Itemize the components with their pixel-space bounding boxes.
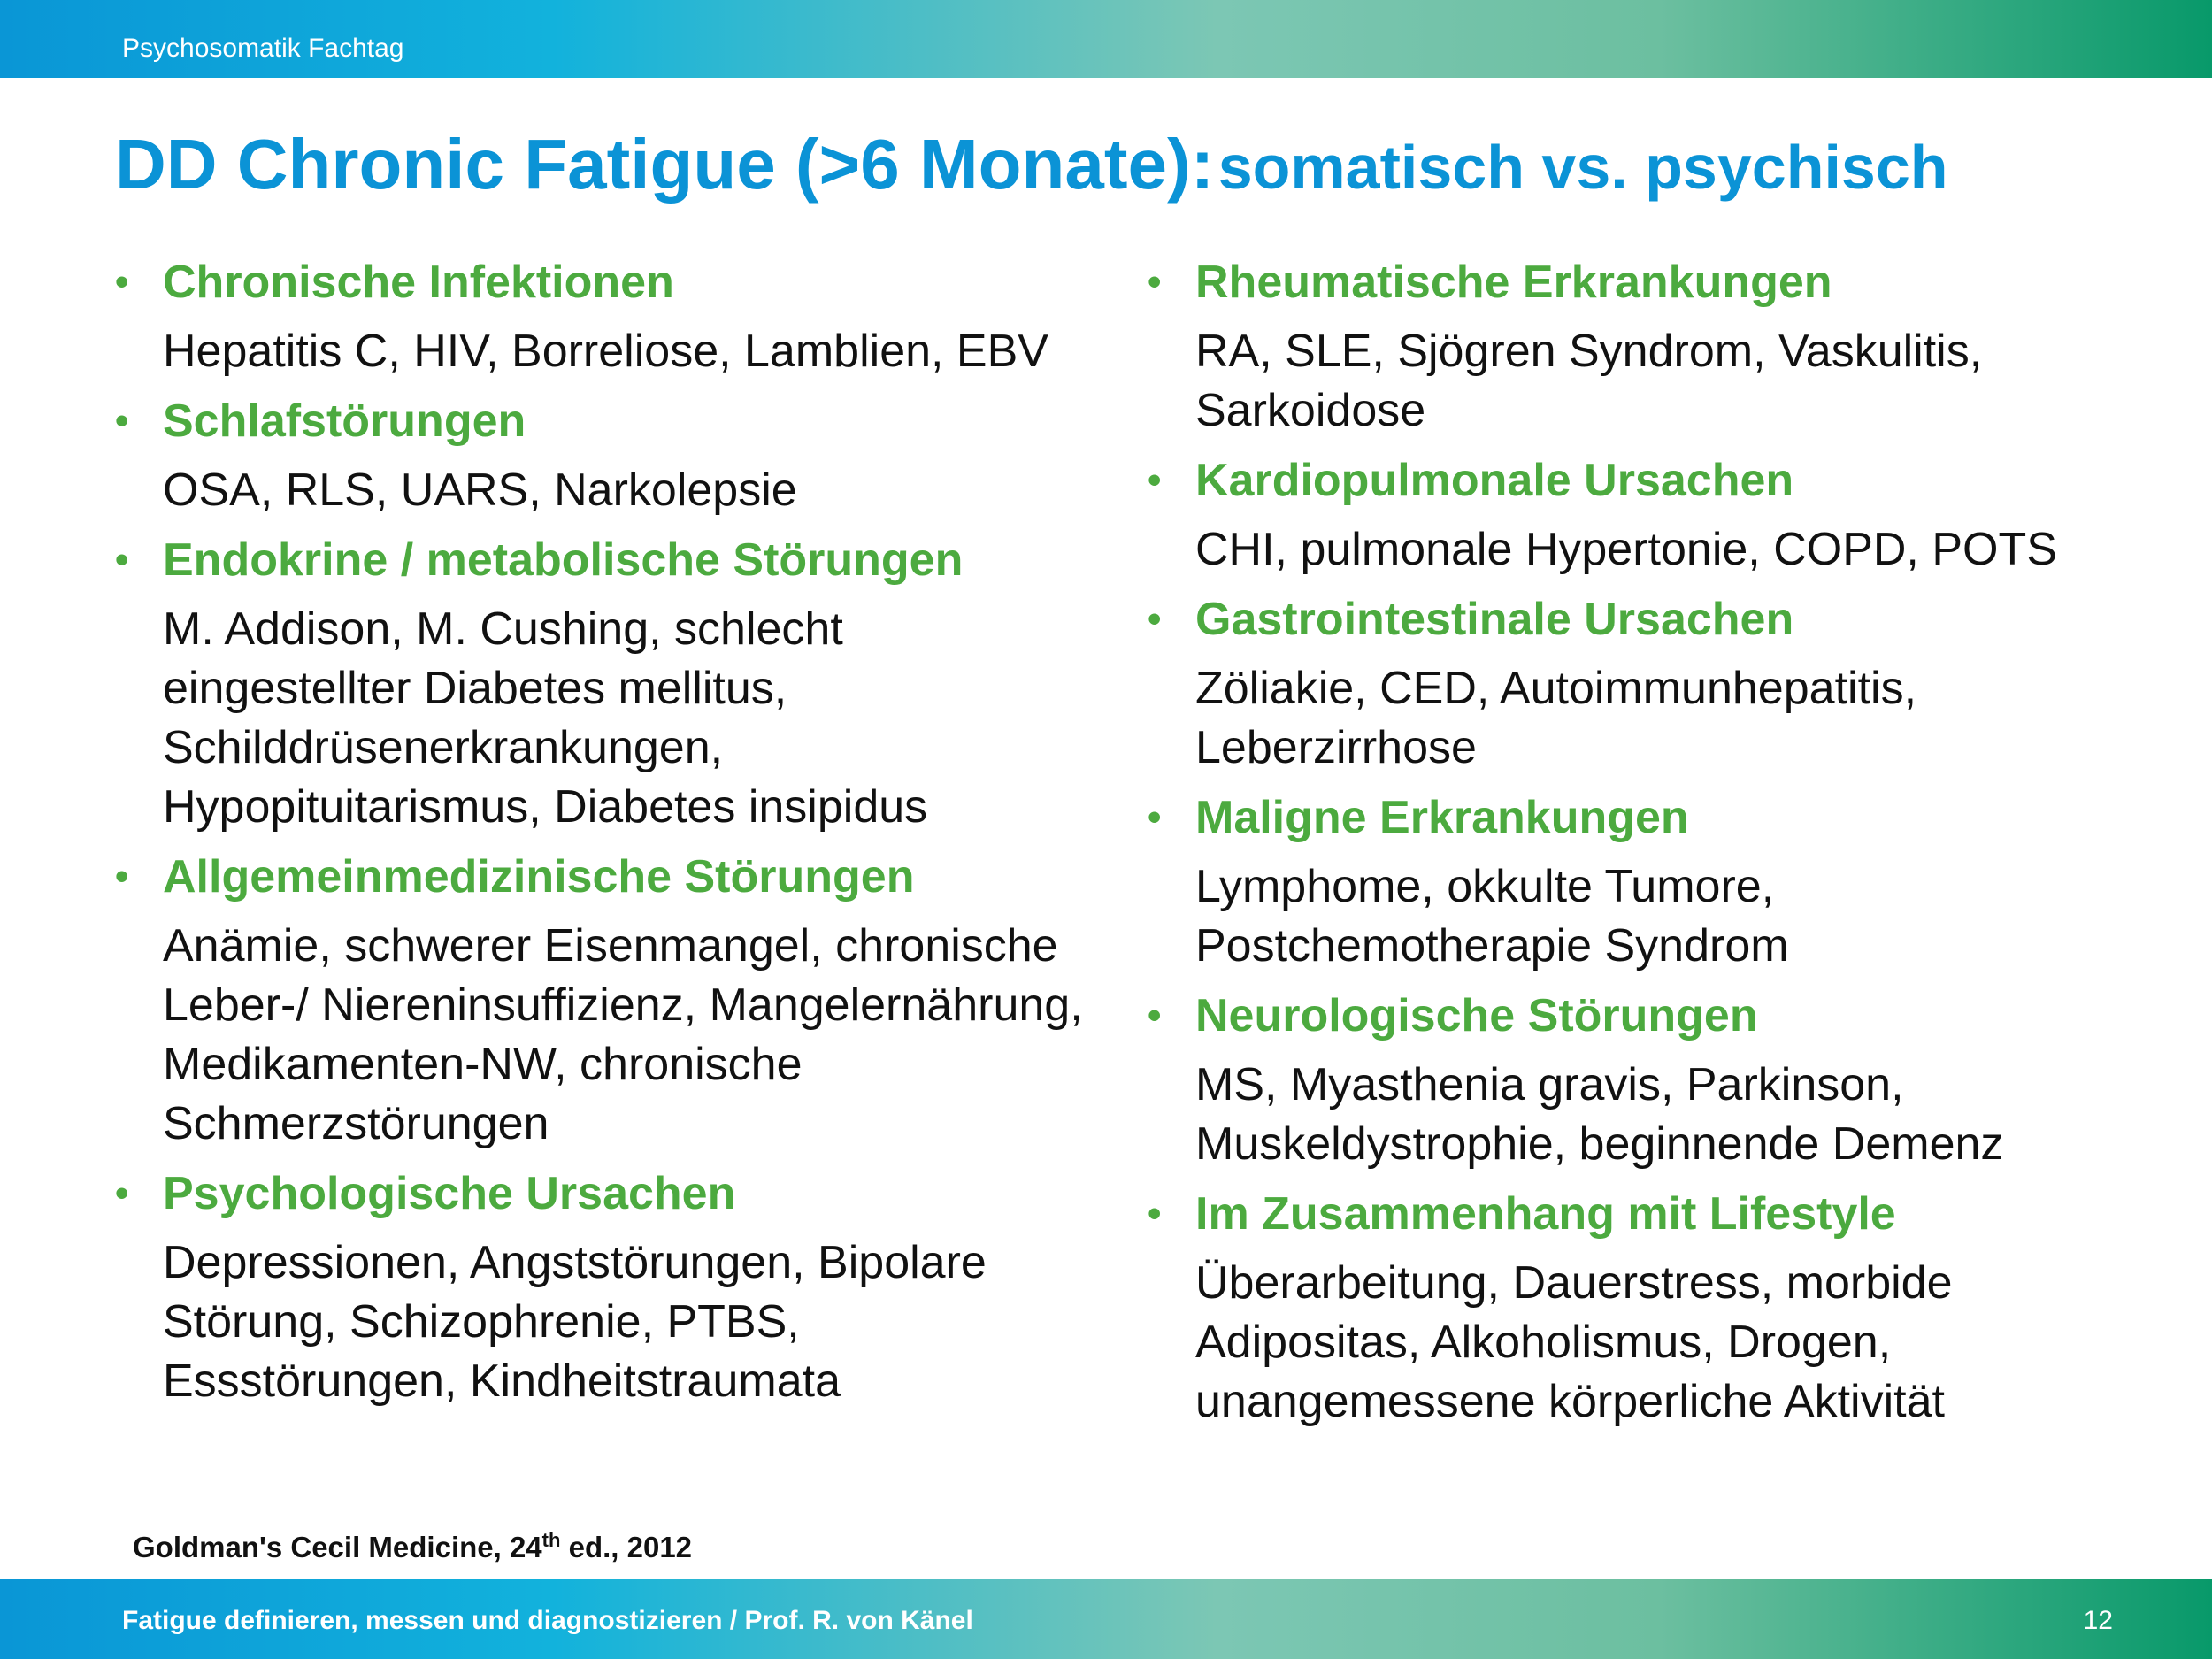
item-heading	[115, 533, 1088, 588]
source-superscript: th	[541, 1529, 561, 1551]
bullet-icon: •	[115, 855, 129, 898]
list-item	[115, 255, 1088, 381]
list-item	[1148, 453, 2121, 580]
list-item	[115, 533, 1088, 837]
item-body: M. Addison, M. Cushing, schlecht eingestellter Diabetes mellitus, Schilddrüsenerkrankungen, Hypopituitarismus, Diabetes insipidus	[163, 603, 928, 833]
header-bar	[0, 0, 2212, 78]
item-heading	[115, 1166, 1088, 1221]
item-heading-text: Chronische Infektionen	[163, 257, 674, 308]
source-citation	[133, 1529, 692, 1564]
item-heading	[1148, 255, 2121, 310]
item-body: Anämie, schwerer Eisenmangel, chronische Leber-/ Niereninsuffizienz, Mangelernährung, Medikamenten-NW, chronische Schmerzstörungen	[163, 920, 1083, 1149]
bullet-icon: •	[1148, 458, 1162, 502]
bullet-icon: •	[1148, 795, 1162, 839]
item-heading-text: Schlafstörungen	[163, 396, 526, 447]
item-heading	[115, 394, 1088, 449]
list-item	[115, 394, 1088, 520]
slide-title-sub: somatisch vs. psychisch	[1217, 133, 1948, 202]
item-heading-text: Kardiopulmonale Ursachen	[1195, 455, 1794, 506]
item-body: RA, SLE, Sjögren Syndrom, Vaskulitis, Sarkoidose	[1195, 326, 1983, 436]
item-heading	[115, 849, 1088, 904]
footer-bar	[0, 1579, 2212, 1659]
source-text-end: ed., 2012	[560, 1531, 693, 1563]
bullet-icon: •	[115, 538, 129, 581]
item-heading	[1148, 988, 2121, 1043]
list-item	[115, 1166, 1088, 1411]
list-item	[1148, 592, 2121, 778]
item-body: Depressionen, Angststörungen, Bipolare Störung, Schizophrenie, PTBS, Essstörungen, Kindheitstraumata	[163, 1237, 987, 1407]
list-item	[1148, 1187, 2121, 1432]
bullet-icon: •	[1148, 260, 1162, 303]
item-heading-text: Rheumatische Erkrankungen	[1195, 257, 1832, 308]
item-heading	[1148, 790, 2121, 845]
list-item	[1148, 790, 2121, 976]
bullet-icon: •	[1148, 994, 1162, 1037]
item-heading-text: Endokrine / metabolische Störungen	[163, 534, 964, 586]
slide-title-main: DD Chronic Fatigue (>6 Monate):	[115, 125, 1215, 204]
page-number: 12	[2083, 1606, 2113, 1635]
item-body: Hepatitis C, HIV, Borreliose, Lamblien, EBV	[163, 326, 1048, 377]
item-heading-text: Im Zusammenhang mit Lifestyle	[1195, 1188, 1896, 1240]
item-body: MS, Myasthenia gravis, Parkinson, Muskeldystrophie, beginnende Demenz	[1195, 1059, 2004, 1170]
item-body: Überarbeitung, Dauerstress, morbide Adipositas, Alkoholismus, Drogen, unangemessene körperliche Aktivität	[1195, 1257, 1953, 1427]
bullet-icon: •	[115, 260, 129, 303]
bullet-icon: •	[115, 399, 129, 442]
item-heading-text: Allgemeinmedizinische Störungen	[163, 851, 915, 902]
slide-title	[115, 124, 2150, 205]
item-heading-text: Psychologische Ursachen	[163, 1168, 736, 1219]
item-heading-text: Gastrointestinale Ursachen	[1195, 594, 1794, 645]
footer-text: Fatigue definieren, messen und diagnostizieren / Prof. R. von Känel	[122, 1606, 973, 1635]
right-column	[1148, 255, 2121, 1444]
item-heading-text: Maligne Erkrankungen	[1195, 792, 1689, 843]
item-heading	[115, 255, 1088, 310]
list-item	[115, 849, 1088, 1154]
list-item	[1148, 988, 2121, 1174]
header-label: Psychosomatik Fachtag	[122, 34, 404, 63]
left-column	[115, 255, 1088, 1424]
item-body: Lymphome, okkulte Tumore, Postchemotherapie Syndrom	[1195, 861, 1789, 972]
item-body: OSA, RLS, UARS, Narkolepsie	[163, 465, 797, 516]
item-heading-text: Neurologische Störungen	[1195, 990, 1758, 1041]
list-item	[1148, 255, 2121, 441]
item-heading	[1148, 592, 2121, 647]
bullet-icon: •	[1148, 1192, 1162, 1235]
item-body: CHI, pulmonale Hypertonie, COPD, POTS	[1195, 524, 2057, 575]
bullet-icon: •	[1148, 597, 1162, 641]
item-heading	[1148, 453, 2121, 508]
bullet-icon: •	[115, 1171, 129, 1215]
source-text: Goldman's Cecil Medicine, 24	[133, 1531, 542, 1563]
item-body: Zöliakie, CED, Autoimmunhepatitis, Leberzirrhose	[1195, 663, 1917, 773]
item-heading	[1148, 1187, 2121, 1241]
